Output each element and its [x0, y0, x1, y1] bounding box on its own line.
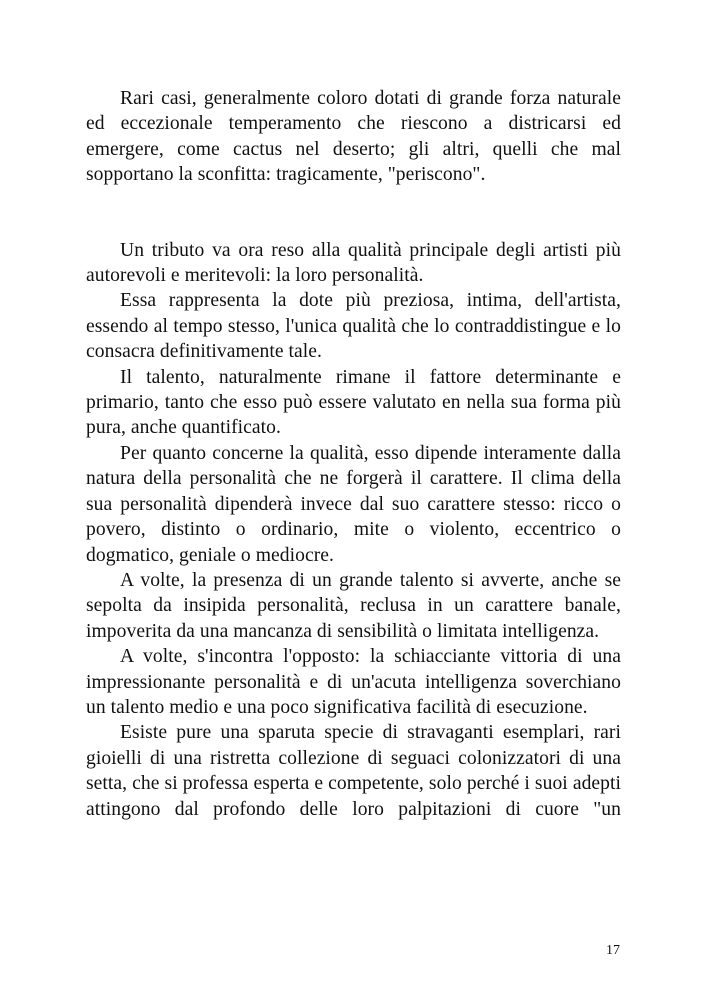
- paragraph: Il talento, naturalmente rimane il fattore determinante e primario, tanto che esso può essere valutato en nella sua forma più pura, anche quantificato.: [86, 366, 621, 439]
- document-page: [86, 86, 621, 822]
- paragraph: A volte, la presenza di un grande talento si avverte, anche se sepolta da insipida personalità, reclusa in un carattere banale, impoverita da una mancanza di sensibilità o limitata intelligenza.: [86, 569, 621, 642]
- page-number: 17: [606, 943, 620, 958]
- paragraph: Rari casi, generalmente coloro dotati di grande forza naturale ed eccezionale temperamento che riescono a districarsi ed emergere, come cactus nel deserto; gli altri, quelli che mal sopportano la sconfitta: tragicamente, "periscono".: [86, 88, 621, 186]
- paragraph: Un tributo va ora reso alla qualità principale degli artisti più autorevoli e meritevoli: la loro personalità.: [86, 239, 621, 287]
- paragraph: Per quanto concerne la qualità, esso dipende interamente dalla natura della personalità che ne forgerà il carattere. Il clima della sua personalità dipenderà invece dal suo carattere stesso: ricco o povero, distinto o ordinario, mite o violento, eccentrico o dogmatico, geniale o mediocre.: [86, 442, 621, 566]
- section-break: [86, 188, 621, 238]
- paragraph: Essa rappresenta la dote più preziosa, intima, dell'artista, essendo al tempo stesso, l'unica qualità che lo contraddistingue e lo consacra definitivamente tale.: [86, 290, 621, 363]
- paragraph: Esiste pure una sparuta specie di stravaganti esemplari, rari gioielli di una ristretta collezione di seguaci colonizzatori di una setta, che si professa esperta e competente, solo perché i suoi adepti attingono dal profondo delle loro palpitazioni di cuore "un: [86, 722, 621, 820]
- paragraph: A volte, s'incontra l'opposto: la schiacciante vittoria di una impressionante personalità e di un'acuta intelligenza soverchiano un talento medio e una poco significativa facilità di esecuzione.: [86, 646, 621, 718]
